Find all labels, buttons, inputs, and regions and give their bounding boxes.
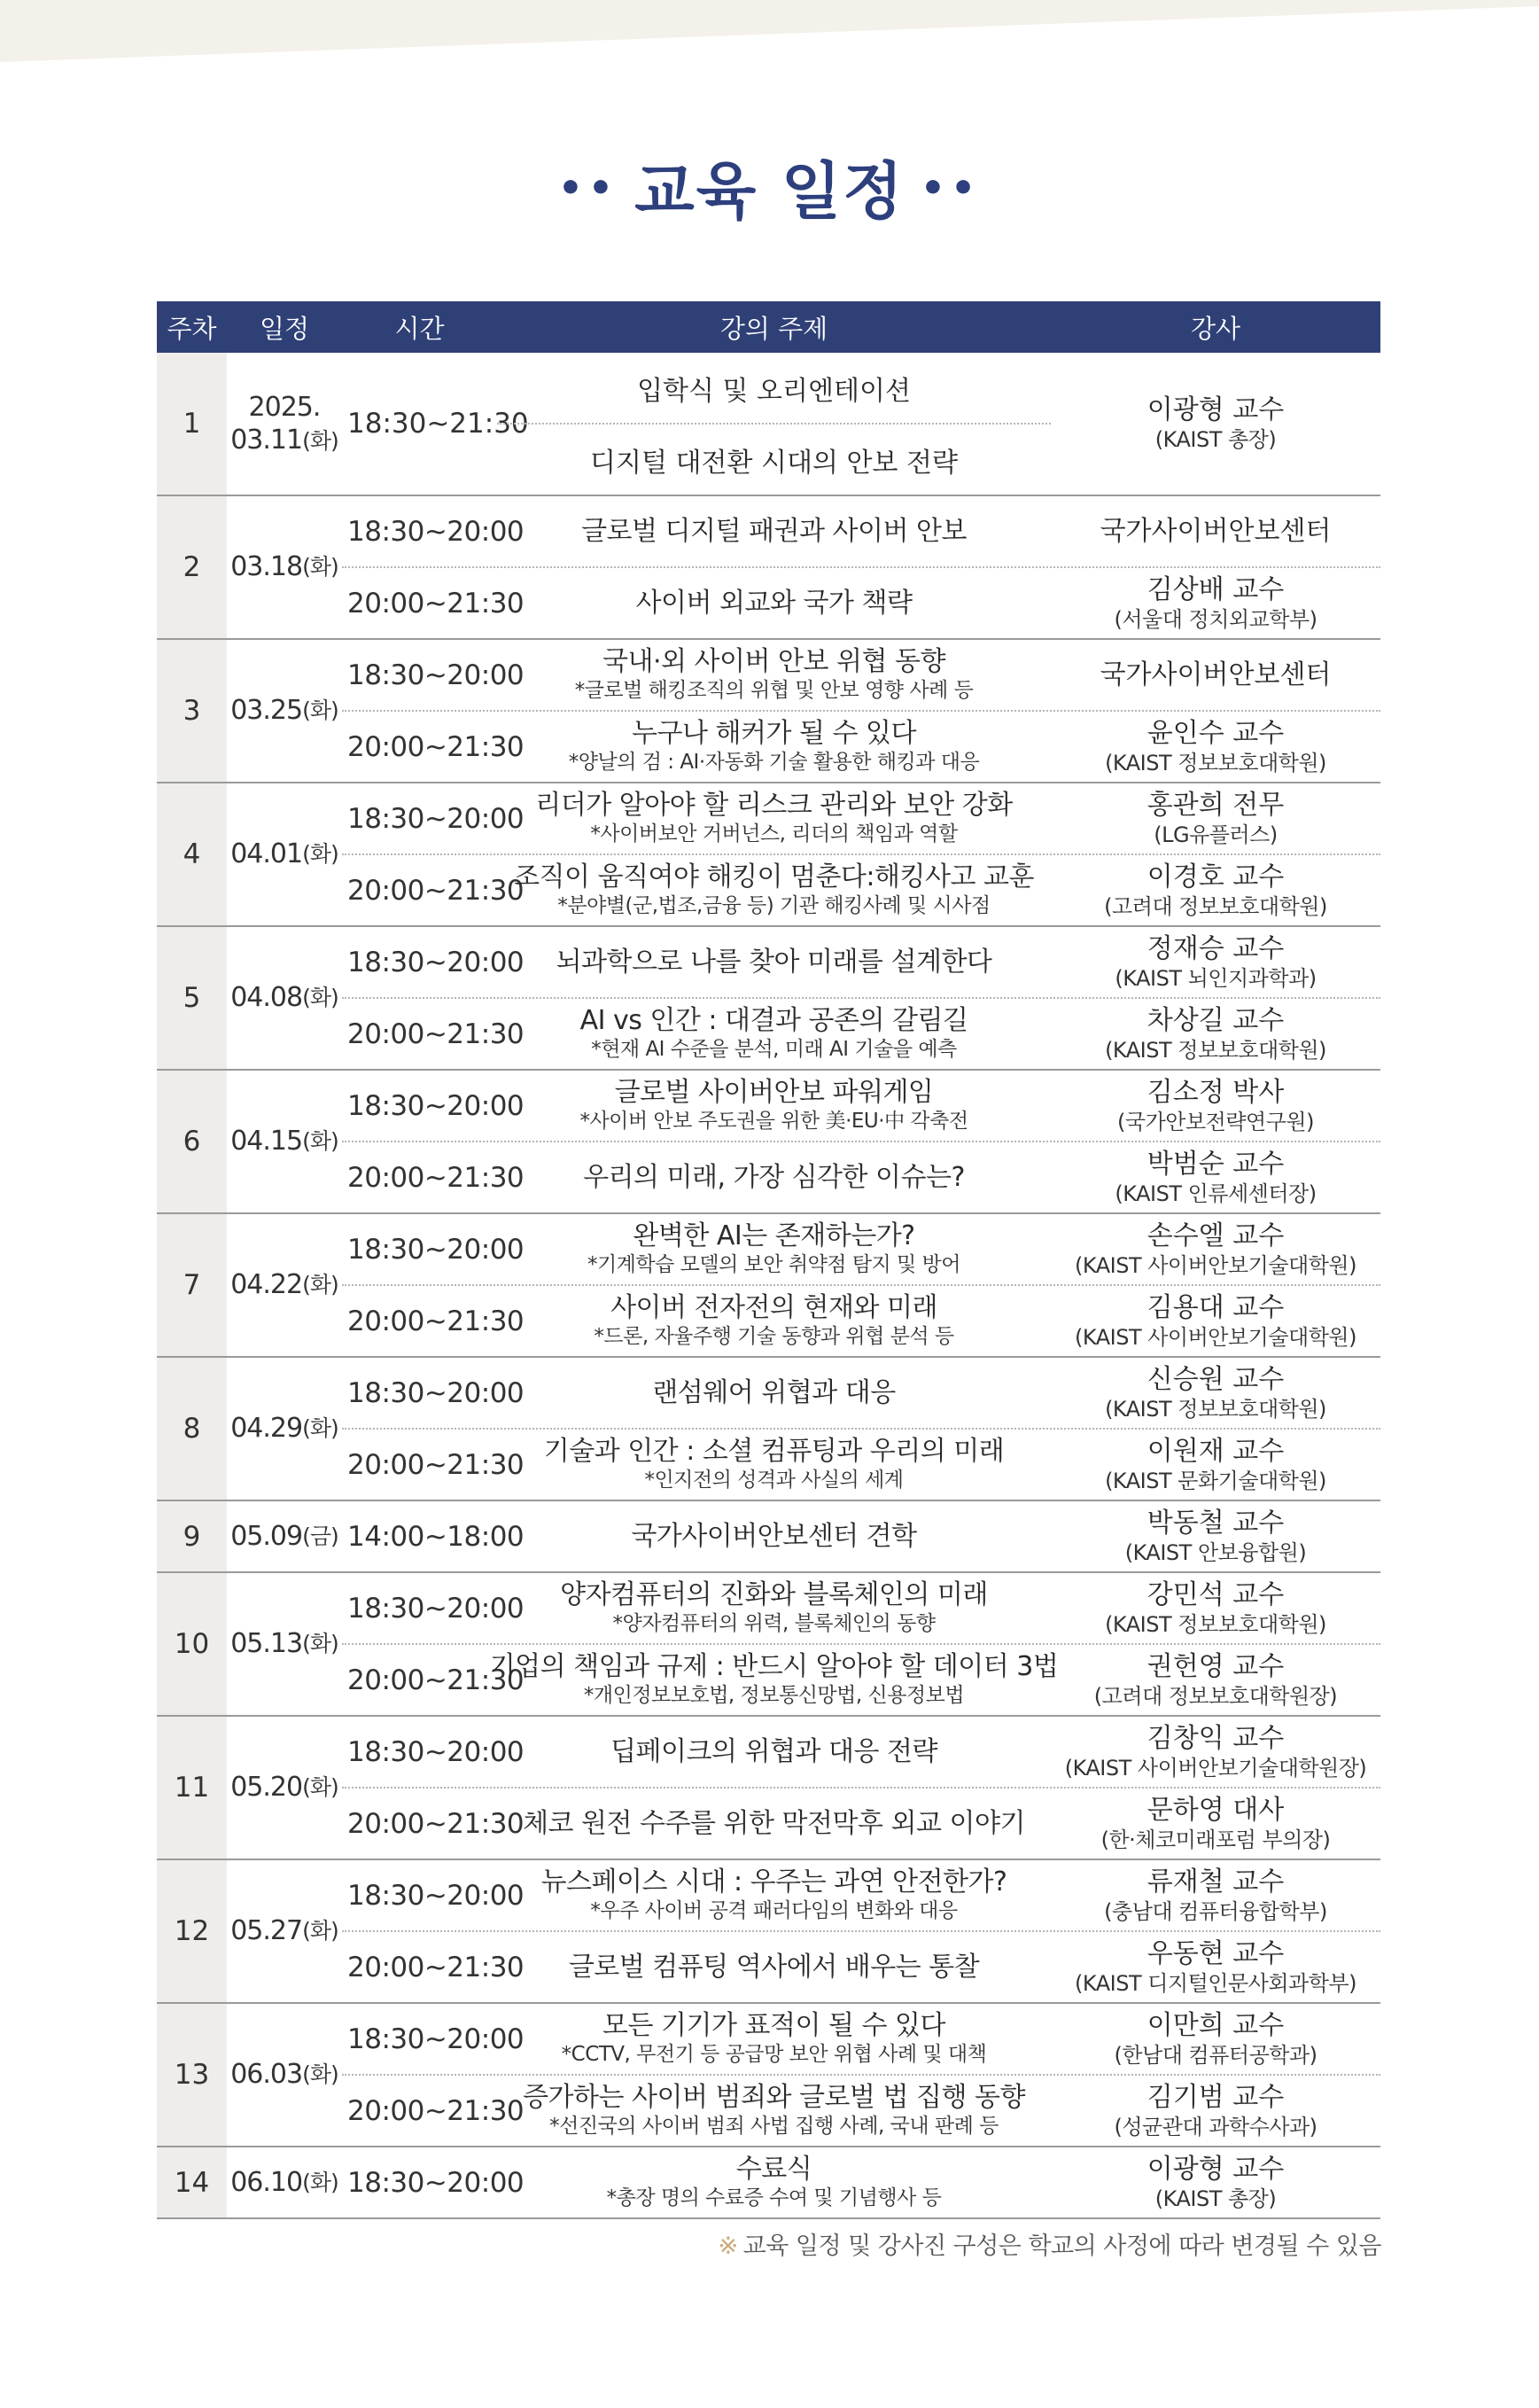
footnote: [719, 2226, 1382, 2261]
week-number: 13: [157, 2004, 227, 2146]
week-row-4: [157, 783, 1380, 927]
date-day: 06.10: [230, 2166, 303, 2198]
session-row: [342, 1787, 1380, 1859]
instructor-name: 문하영 대사: [1146, 1794, 1285, 1826]
topic-note: *글로벌 해킹조직의 위협 및 안보 영향 사례 등: [574, 679, 974, 703]
week-number: 11: [157, 1717, 227, 1859]
session-topic: [497, 1358, 1051, 1428]
session-instructor: [1051, 2004, 1380, 2074]
week-sessions: [342, 783, 1380, 925]
week-date: [227, 2147, 342, 2217]
instructor-name: 국가사이버안보센터: [1100, 658, 1332, 690]
session-row: [342, 997, 1380, 1069]
session-time: 20:00~21:30: [347, 1017, 525, 1050]
session-instructor: [1051, 1214, 1380, 1284]
topic-title: 기술과 인간 : 소셜 컴퓨팅과 우리의 미래: [543, 1436, 1005, 1468]
date-day: 04.15: [230, 1126, 303, 1157]
session-row: [342, 2074, 1380, 2146]
week-row-5: [157, 927, 1380, 1071]
topic-note: *현재 AI 수준을 분석, 미래 AI 기술을 예측: [591, 1038, 957, 1062]
topic-note: *분야별(군,법조,금융 등) 기관 해킹사례 및 시사점: [557, 894, 991, 918]
week-date: [227, 1573, 342, 1715]
session-time: 18:30~20:00: [347, 2166, 525, 2199]
session-row: [342, 1428, 1380, 1500]
instructor-affiliation: (KAIST 총장): [1154, 427, 1277, 452]
session-time: 18:30~20:00: [347, 2022, 525, 2055]
topic-title: 기업의 책임과 규제 : 반드시 알아야 할 데이터 3법: [489, 1651, 1059, 1683]
session-topic: 입학식 및 오리엔테이션: [637, 375, 911, 407]
date-day: 06.03: [230, 2059, 303, 2091]
session-instructor: [1051, 2147, 1380, 2217]
session-instructor: [1051, 1071, 1380, 1141]
instructor-name: 이광형 교수: [1146, 394, 1285, 425]
week-number: 12: [157, 1860, 227, 2002]
week-row-8: [157, 1358, 1380, 1501]
week-number: 4: [157, 783, 227, 925]
week-sessions: [342, 1071, 1380, 1212]
footnote-mark: ※: [718, 2233, 738, 2260]
topic-title: 뉴스페이스 시대 : 우주는 과연 안전한가?: [540, 1866, 1007, 1898]
instructor-affiliation: (서울대 정치외교학부): [1114, 606, 1317, 632]
instructor-affiliation: (KAIST 디지털인문사회과학부): [1075, 1970, 1356, 1996]
session-row: [342, 640, 1380, 710]
session-topic: 디지털 대전환 시대의 안보 전략: [497, 423, 1051, 495]
topic-note: *사이버 안보 주도권을 위한 美·EU·中 각축전: [579, 1110, 968, 1134]
week-row-13: [157, 2004, 1380, 2147]
instructor-affiliation: (KAIST 사이버안보기술대학원장): [1064, 1755, 1367, 1781]
week-row-1: [157, 353, 1380, 496]
date-weekday: (화): [302, 2061, 338, 2088]
session-topic: [497, 927, 1051, 997]
session-row: [342, 2147, 1380, 2217]
instructor-name: 윤인수 교수: [1146, 717, 1285, 749]
session-row: [342, 1501, 1380, 1571]
topic-title: 랜섬웨어 위협과 대응: [652, 1376, 896, 1408]
date-weekday: (화): [302, 841, 338, 868]
instructor-affiliation: (국가안보전략연구원): [1117, 1109, 1314, 1134]
week-sessions: [342, 2147, 1380, 2217]
session-instructor: [1051, 2076, 1380, 2146]
session-topic: [497, 2147, 1051, 2217]
session-time: 18:30~20:00: [347, 1376, 525, 1409]
session-row: [342, 1214, 1380, 1284]
topic-note: *우주 사이버 공격 패러다임의 변화와 대응: [590, 1899, 958, 1923]
week-number: 5: [157, 927, 227, 1069]
instructor-name: 차상길 교수: [1146, 1004, 1285, 1036]
instructor-affiliation: (KAIST 정보보호대학원): [1105, 1037, 1326, 1063]
week-date: [227, 353, 342, 495]
session-instructor: [1051, 783, 1380, 853]
week-number: 1: [157, 353, 227, 495]
session-instructor: [1051, 712, 1380, 782]
session-time: 20:00~21:30: [347, 1664, 525, 1696]
topic-title: 체코 원전 수주를 위한 막전막후 외교 이야기: [523, 1807, 1025, 1839]
date-day: 03.18: [230, 551, 303, 583]
instructor-name: 신승원 교수: [1146, 1363, 1285, 1395]
week-date: [227, 2004, 342, 2146]
session-topic: [497, 999, 1051, 1069]
date-day: 04.22: [230, 1269, 303, 1301]
session-topic: [497, 712, 1051, 782]
instructor-affiliation: (고려대 정보보호대학원장): [1093, 1683, 1338, 1709]
week-rows: [157, 496, 1380, 2219]
session-instructor: [1051, 640, 1380, 710]
topic-note: *총장 명의 수료증 수여 및 기념행사 등: [606, 2186, 942, 2210]
topic-title: 누구나 해커가 될 수 있다: [632, 718, 916, 750]
instructor-affiliation: (한남대 컴퓨터공학과): [1114, 2042, 1317, 2068]
instructor-affiliation: (KAIST 정보보호대학원): [1105, 1611, 1326, 1637]
session-time: 18:30~20:00: [347, 802, 525, 835]
title-text: 교육 일정: [634, 155, 905, 228]
week-sessions: [342, 1860, 1380, 2002]
week-sessions: [342, 2004, 1380, 2146]
week-date: [227, 640, 342, 782]
session-instructor: [1051, 1573, 1380, 1643]
week-date: [227, 1860, 342, 2002]
date-weekday: (화): [302, 428, 338, 454]
instructor-affiliation: (KAIST 총장): [1154, 2186, 1277, 2211]
title-dots-left: ••: [557, 166, 619, 212]
week-row-2: [157, 496, 1380, 640]
week-sessions: [342, 1717, 1380, 1859]
instructor-affiliation: (고려대 정보보호대학원): [1104, 893, 1327, 919]
week-number: 7: [157, 1214, 227, 1356]
week-number: 9: [157, 1501, 227, 1571]
topic-title: 우리의 미래, 가장 심각한 이슈는?: [583, 1161, 965, 1193]
session-topic: [489, 1645, 1059, 1715]
week-date: [227, 927, 342, 1069]
topic-note: *드론, 자율주행 기술 동향과 위협 분석 등: [594, 1325, 954, 1349]
week-date: [227, 1501, 342, 1571]
session-topic: [497, 2076, 1051, 2146]
week-row-12: [157, 1860, 1380, 2004]
session-time: 20:00~21:30: [347, 1807, 525, 1840]
session-time: 18:30~20:00: [347, 658, 525, 691]
topic-title: 모든 기기가 표적이 될 수 있다: [602, 2010, 945, 2042]
footnote-text: 교육 일정 및 강사진 구성은 학교의 사정에 따라 변경될 수 있음: [742, 2233, 1381, 2260]
instructor-affiliation: (KAIST 사이버안보기술대학원): [1075, 1252, 1356, 1278]
session-row: [342, 1860, 1380, 1930]
topic-title: 국내·외 사이버 안보 위협 동향: [602, 646, 945, 678]
session-instructor: [1051, 1717, 1380, 1787]
instructor-name: 류재철 교수: [1146, 1866, 1285, 1898]
session-time: 18:30~20:00: [347, 515, 525, 548]
week-sessions: [342, 1358, 1380, 1500]
topic-title: 글로벌 사이버안보 파워게임: [614, 1077, 934, 1109]
session-time: 14:00~18:00: [347, 1520, 525, 1553]
instructor-affiliation: (KAIST 뇌인지과학과): [1115, 965, 1317, 991]
topic-title: 글로벌 컴퓨팅 역사에서 배우는 통찰: [568, 1951, 980, 1983]
session-instructor: [1051, 568, 1380, 638]
session-time: 18:30~20:00: [347, 1233, 525, 1266]
instructor-name: 국가사이버안보센터: [1100, 515, 1332, 547]
session-row: [342, 496, 1380, 566]
session-topic: [497, 1430, 1051, 1500]
session-time: 18:30~20:00: [347, 1592, 525, 1625]
schedule-table: [157, 301, 1380, 2219]
date-weekday: (화): [302, 1774, 338, 1801]
week-sessions: [342, 927, 1380, 1069]
date-day: 03.25: [230, 695, 303, 727]
week-date: [227, 1071, 342, 1212]
session-instructor: [1051, 353, 1380, 495]
instructor-name: 박범순 교수: [1146, 1148, 1285, 1180]
session-instructor: [1051, 496, 1380, 566]
instructor-affiliation: (한·체코미래포럼 부의장): [1100, 1827, 1331, 1852]
week-row-10: [157, 1573, 1380, 1717]
instructor-name: 이원재 교수: [1146, 1435, 1285, 1467]
session-topic: [497, 1717, 1051, 1787]
session-topic: [497, 855, 1051, 925]
topic-title: 딥페이크의 위협과 대응 전략: [610, 1735, 937, 1767]
session-time: 18:30~20:00: [347, 946, 525, 978]
instructor-affiliation: (성균관대 과학수사과): [1114, 2114, 1317, 2139]
session-instructor: [1051, 1358, 1380, 1428]
week-number: 8: [157, 1358, 227, 1500]
week-number: 6: [157, 1071, 227, 1212]
session-topic: [497, 783, 1051, 853]
week-date: [227, 1717, 342, 1859]
date-weekday: (화): [302, 2169, 338, 2195]
session-time: 20:00~21:30: [347, 1448, 525, 1481]
date-weekday: (화): [302, 1918, 338, 1944]
session-row: [342, 783, 1380, 853]
session-topic: [497, 640, 1051, 710]
session-topic: [497, 496, 1051, 566]
topic-note: *사이버보안 거버넌스, 리더의 책임과 역할: [590, 822, 958, 846]
header-instructor: 강사: [1190, 313, 1241, 344]
week-row-3: [157, 640, 1380, 783]
instructor-affiliation: (KAIST 사이버안보기술대학원): [1075, 1324, 1356, 1350]
topic-title: 증가하는 사이버 범죄와 글로벌 법 집행 동향: [523, 2082, 1025, 2114]
session-time: 20:00~21:30: [347, 1951, 525, 1983]
date-weekday: (화): [302, 1415, 338, 1442]
instructor-name: 권헌영 교수: [1146, 1650, 1285, 1682]
topic-note: *개인정보보호법, 정보통신망법, 신용정보법: [583, 1684, 965, 1708]
session-row: [342, 1358, 1380, 1428]
session-row: [342, 1643, 1380, 1715]
date-weekday: (화): [302, 697, 338, 724]
session-topic: [497, 1788, 1051, 1859]
instructor-name: 이경호 교수: [1146, 861, 1285, 892]
session-row: [342, 2004, 1380, 2074]
week-sessions: [342, 1214, 1380, 1356]
topic-note: *양날의 검 : AI·자동화 기술 활용한 해킹과 대응: [568, 751, 980, 775]
session-time: 20:00~21:30: [347, 2094, 525, 2127]
date-day: 05.09: [230, 1520, 303, 1552]
date-year: 2025.: [248, 391, 321, 423]
week-date: [227, 1358, 342, 1500]
session-topic: [497, 1573, 1051, 1643]
session-time: 20:00~21:30: [347, 730, 525, 763]
instructor-name: 정재승 교수: [1146, 932, 1285, 964]
week-number: 2: [157, 496, 227, 638]
header-week: 주차: [167, 313, 217, 344]
date-weekday: (화): [302, 1272, 338, 1298]
instructor-affiliation: (KAIST 문화기술대학원): [1105, 1468, 1326, 1493]
date-day: 04.01: [230, 838, 303, 870]
topic-title: 사이버 전자전의 현재와 미래: [610, 1292, 937, 1324]
session-time: 18:30~20:00: [347, 1879, 525, 1912]
topic-title: 국가사이버안보센터 견학: [631, 1520, 917, 1552]
session-row: [342, 1930, 1380, 2002]
session-time: 18:30~20:00: [347, 1089, 525, 1122]
session-instructor: [1051, 1286, 1380, 1356]
date-day: 05.13: [230, 1628, 303, 1660]
topic-note: *선진국의 사이버 범죄 사법 집행 사례, 국내 판례 등: [549, 2115, 999, 2139]
week-number: 10: [157, 1573, 227, 1715]
date-day: 05.20: [230, 1772, 303, 1804]
session-row: [342, 853, 1380, 925]
date-weekday: (화): [302, 985, 338, 1011]
session-row: [342, 1141, 1380, 1212]
topic-title: 수료식: [735, 2154, 812, 2186]
instructor-name: 강민석 교수: [1146, 1578, 1285, 1610]
session-instructor: [1051, 1142, 1380, 1212]
instructor-affiliation: (KAIST 정보보호대학원): [1105, 1396, 1326, 1422]
session-instructor: [1051, 927, 1380, 997]
week-number: 14: [157, 2147, 227, 2217]
week-sessions: [342, 640, 1380, 782]
topic-note: *기계학습 모델의 보안 취약점 탐지 및 방어: [587, 1253, 961, 1277]
instructor-name: 이만희 교수: [1146, 2009, 1285, 2041]
instructor-name: 김소정 박사: [1146, 1076, 1285, 1108]
session-topic: [497, 568, 1051, 638]
session-instructor: [1051, 1788, 1380, 1859]
session-row: [342, 566, 1380, 638]
session-time: 20:00~21:30: [347, 1161, 525, 1194]
header-topic: 강의 주제: [719, 313, 828, 344]
week-date: [227, 1214, 342, 1356]
session-time: 18:30~20:00: [347, 1735, 525, 1768]
session-instructor: [1051, 855, 1380, 925]
instructor-affiliation: (KAIST 인류세센터장): [1115, 1181, 1317, 1206]
week-sessions: [342, 496, 1380, 638]
session-topic: [497, 1286, 1051, 1356]
header-date: 일정: [259, 313, 310, 344]
date-day: 05.27: [230, 1915, 303, 1947]
topic-note: *CCTV, 무전기 등 공급망 보안 위협 사례 및 대책: [561, 2043, 987, 2067]
date-weekday: (화): [302, 1631, 338, 1657]
instructor-name: 박동철 교수: [1146, 1507, 1285, 1539]
instructor-name: 김기범 교수: [1146, 2081, 1285, 2113]
week-row-7: [157, 1214, 1380, 1358]
topic-title: 사이버 외교와 국가 책략: [635, 587, 913, 619]
instructor-name: 홍관희 전무: [1146, 789, 1285, 821]
session-topic: [497, 1071, 1051, 1141]
topic-title: 양자컴퓨터의 진화와 블록체인의 미래: [560, 1579, 988, 1611]
week-number: 3: [157, 640, 227, 782]
session-instructor: [1051, 1932, 1380, 2002]
instructor-affiliation: (충남대 컴퓨터융합학부): [1104, 1898, 1327, 1924]
session-row: [342, 927, 1380, 997]
top-decorative-band: [0, 0, 1539, 62]
topic-title: 글로벌 디지털 패권과 사이버 안보: [581, 515, 967, 547]
title-dots-right: ••: [920, 166, 982, 212]
session-instructor: [1051, 1430, 1380, 1500]
instructor-name: 우동현 교수: [1146, 1937, 1285, 1969]
topic-note: *양자컴퓨터의 위력, 블록체인의 동향: [612, 1612, 936, 1636]
session-topic: [497, 1142, 1051, 1212]
week-row-11: [157, 1717, 1380, 1860]
instructor-affiliation: (KAIST 정보보호대학원): [1105, 750, 1326, 775]
week-date: [227, 496, 342, 638]
session-topic: [497, 1860, 1051, 1930]
instructor-name: 김상배 교수: [1146, 573, 1285, 605]
topic-title: 완벽한 AI는 존재하는가?: [633, 1220, 915, 1252]
date-weekday: (화): [302, 554, 338, 581]
session-row: [342, 710, 1380, 782]
week-row-14: [157, 2147, 1380, 2219]
session-row: [342, 1284, 1380, 1356]
topic-title: 조직이 움직여야 해킹이 멈춘다:해킹사고 교훈: [514, 861, 1034, 893]
page-title: [0, 142, 1539, 231]
instructor-name: 김창익 교수: [1146, 1722, 1285, 1754]
header-time: 시간: [394, 313, 445, 344]
session-row: [342, 1071, 1380, 1141]
session-time: 20:00~21:30: [347, 1305, 525, 1337]
instructor-affiliation: (KAIST 안보융합원): [1124, 1539, 1307, 1565]
topic-title: 리더가 알아야 할 리스크 관리와 보안 강화: [535, 790, 1013, 822]
date-day: 04.08: [230, 982, 303, 1014]
session-row: [342, 1717, 1380, 1787]
session-row: [342, 1573, 1380, 1643]
instructor-name: 손수엘 교수: [1146, 1220, 1285, 1251]
session-instructor: [1051, 1501, 1380, 1571]
date-weekday: (금): [302, 1523, 338, 1549]
session-topic: [497, 1501, 1051, 1571]
session-topic: [497, 1214, 1051, 1284]
week-row-6: [157, 1071, 1380, 1214]
week-date: [227, 783, 342, 925]
session-instructor: [1051, 1860, 1380, 1930]
session-time: 20:00~21:30: [347, 587, 525, 620]
session-topic: [497, 2004, 1051, 2074]
session-instructor: [1051, 1645, 1380, 1715]
topic-note: *인지전의 성격과 사실의 세계: [644, 1469, 904, 1492]
table-header: [157, 301, 1380, 353]
date-weekday: (화): [302, 1128, 338, 1155]
week-sessions: [342, 1501, 1380, 1571]
instructor-affiliation: (LG유플러스): [1154, 822, 1278, 847]
session-time: 20:00~21:30: [347, 874, 525, 907]
session-time: 18:30~21:30: [347, 408, 529, 440]
week-row-9: [157, 1501, 1380, 1573]
session-instructor: [1051, 999, 1380, 1069]
week-sessions: [342, 1573, 1380, 1715]
instructor-name: 김용대 교수: [1146, 1291, 1285, 1323]
session-topic: [497, 1932, 1051, 2002]
instructor-name: 이광형 교수: [1146, 2153, 1285, 2185]
session-topics: [497, 353, 1051, 495]
topic-title: 뇌과학으로 나를 찾아 미래를 설계한다: [556, 946, 992, 978]
topic-title: AI vs 인간 : 대결과 공존의 갈림길: [579, 1005, 968, 1037]
date-day: 04.29: [230, 1413, 303, 1445]
date-day: 03.11: [230, 425, 303, 456]
